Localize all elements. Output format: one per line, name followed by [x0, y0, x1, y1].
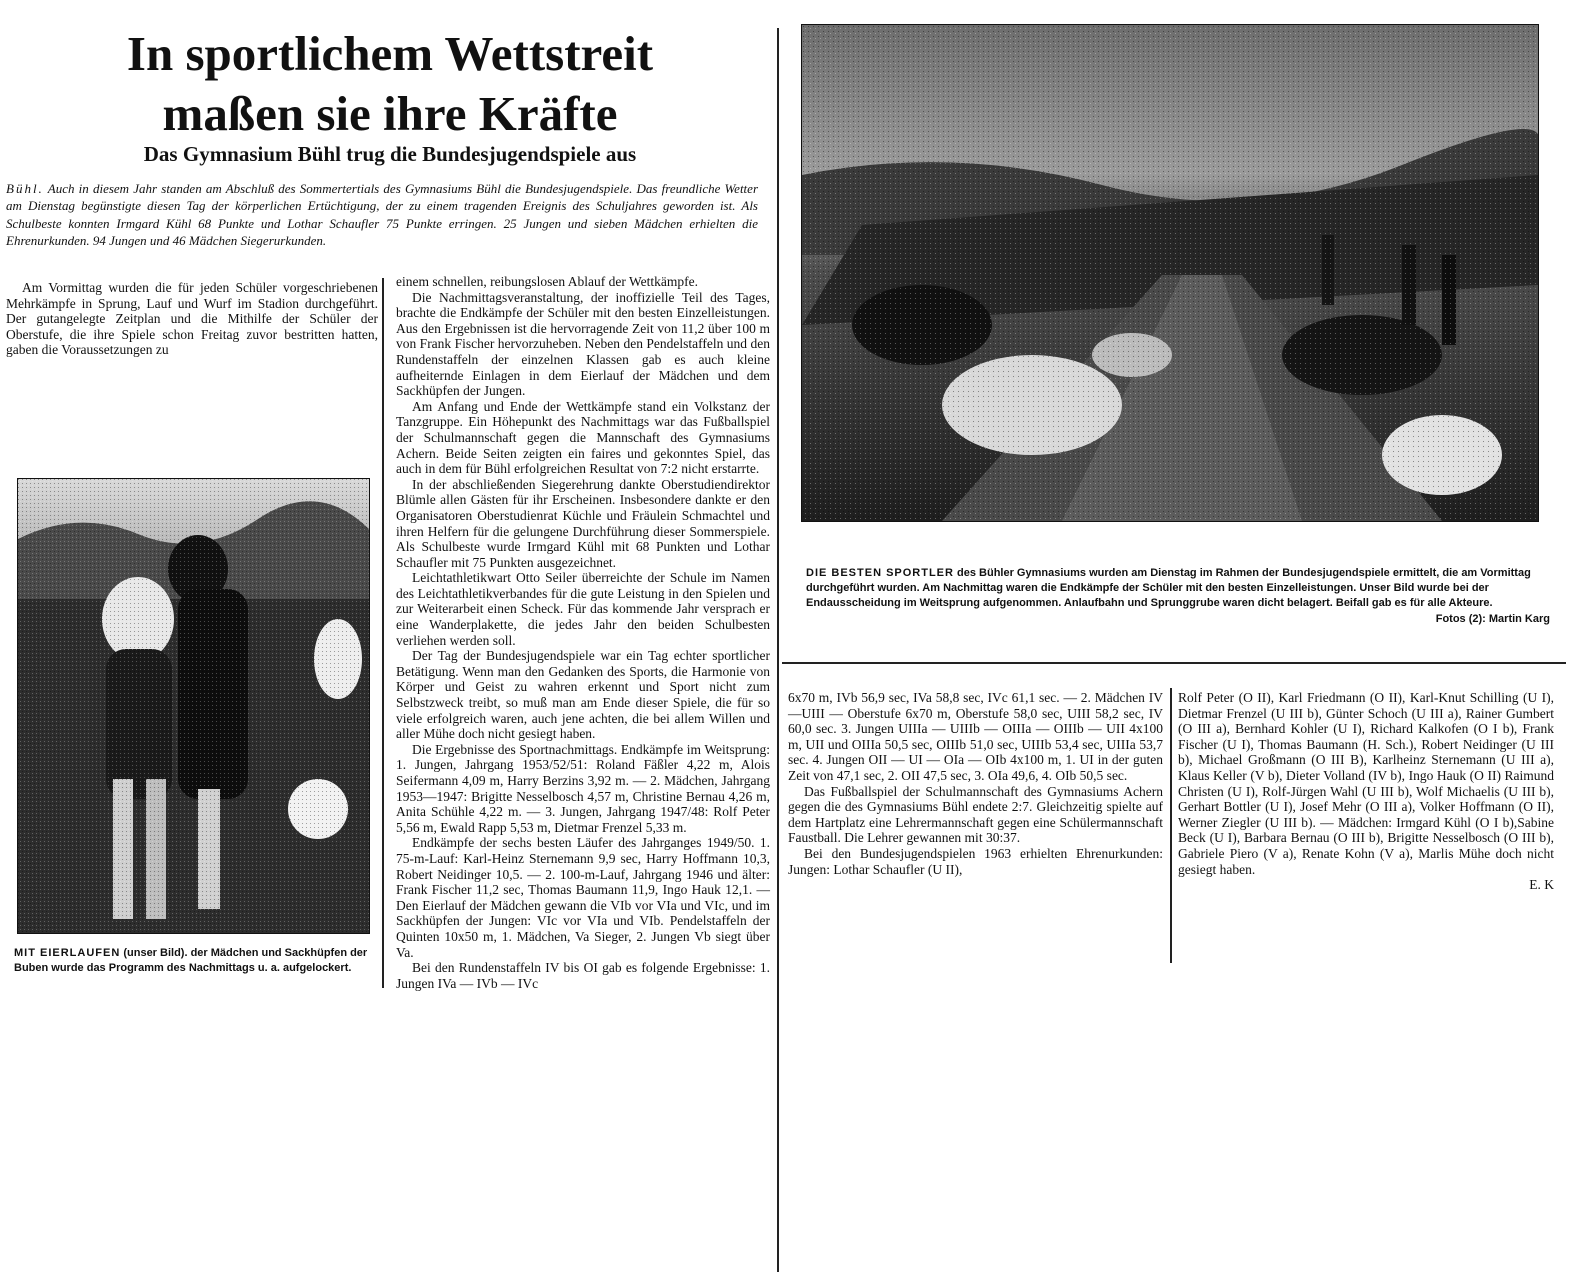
subheadline: Das Gymnasium Bühl trug die Bundesjugendspiele aus — [143, 142, 637, 166]
photo-egg-race-image — [18, 479, 369, 933]
paragraph: Endkämpfe der sechs besten Läufer des Jahrganges 1949/50. 1. 75-m-Lauf: Karl-Heinz Sternemann 9,9 sec, Harry Hoffmann 10,3, Robert Neidinger 10,5. — 2. 100-m-Lauf, Jahrgang 1946 und älter: Frank Fischer 11,2 sec, Thomas Baumann 11,9, Ingo Hauk 12,1. — Den Eierlauf der Mädchen gewann die VIb vor VIa und VIc, und im Sackhüpfen der Jungen: VIc vor VIa und VIb. Pendelstaffeln der Quinten 10x50 m, 1. Mädchen, Va Sieger, 2. Jungen Vb siegt über Va. — [396, 835, 770, 960]
column-rule — [1170, 688, 1172, 963]
paragraph: Die Nachmittagsveranstaltung, der inoffizielle Teil des Tages, brachte die Endkämpfe der Schüler mit den besten Einzelleistungen. Aus den Ergebnissen ist die hervorragende Zeit von 11,2 über 100 m von Frank Fischer hervorzuheben. Neben den Pendelstaffeln und den Rundenstaffeln der einzelnen Klassen gab es auch kleine aufheiternde Einlagen in dem Eierlauf der Mädchen und dem Sackhüpfen der Jungen. — [396, 289, 770, 399]
column-rule — [382, 278, 384, 988]
paragraph: einem schnellen, reibungslosen Ablauf der Wettkämpfe. — [396, 274, 698, 289]
headline-line-2: maßen sie ihre Kräfte — [162, 86, 618, 141]
photo-egg-race — [17, 478, 370, 934]
paragraph: Am Vormittag wurden die für jeden Schüler vorgeschriebenen Mehrkämpfe in Sprung, Lauf und Wurf im Stadion durchgeführt. Der gutangelegte Zeitplan und die Mithilfe der Schüler der Oberstufe, die ihre Spiele schon Freitag zuvor bestritten hatten, gaben die Voraussetzungen zu — [6, 280, 378, 358]
photo-long-jump-caption: DIE BESTEN SPORTLER des Bühler Gymnasiums wurden am Dienstag im Rahmen der Bundesjugendspiele ermittelt, die am Vormittag durchgeführt wurden. Am Nachmittag waren die Endkämpfe der Schüler mit den besten Einzelleistungen. Unser Bild wurde bei der Endausscheidung im Weitsprung aufgenommen. Anlaufbahn und Sprunggrube waren dicht belagert. Beifall gab es für alle Akteure. Fotos (2): Martin Karg — [806, 566, 1550, 627]
lead-place: Bühl. — [6, 181, 44, 196]
photo-egg-race-caption: MIT EIERLAUFEN (unser Bild). der Mädchen und Sackhüpfen der Buben wurde das Programm des Nachmittags u. a. aufgelockert. — [14, 947, 368, 975]
paragraph: Leichtathletikwart Otto Seiler überreichte der Schule im Namen des Leichtathletikverbandes für die gute Leistung in den Spielen und zur Weiterarbeit einen Scheck. Für das kommende Jahr versprach er eine Wanderplakette, die jedes Jahr den beiden Schulbesten verliehen werden soll. — [396, 570, 770, 648]
lead-paragraph — [6, 180, 758, 249]
column-2 — [396, 274, 770, 991]
column-rule — [777, 28, 779, 1272]
lead-text: Auch in diesem Jahr standen am Abschluß des Sommertertials des Gymnasiums Bühl die Bundesjugendspiele. Das freundliche Wetter am Dienstag begünstigte diesen Tag der körperlichen Ertüchtigung, der zu einem tragenden Ereignis des Schuljahres geworden ist. Als Schulbeste konnten Irmgard Kühl 68 Punkte und Lothar Schaufler 75 Punkte erringen. 25 Jungen und sieben Mädchen erhielten die Ehrenurkunden. 94 Jungen und 46 Mädchen Siegerurkunden. — [6, 181, 758, 248]
paragraph: Das Fußballspiel der Schulmannschaft des Gymnasiums Achern gegen die des Gymnasiums Bühl endete 2:7. Gleichzeitig spielte auf dem Hartplatz eine Lehrermannschaft gegen eine Schülermannschaft Faustball. Die Lehrer gewannen mit 30:37. — [788, 783, 1163, 846]
paragraph: Bei den Bundesjugendspielen 1963 erhielten Ehrenurkunden: Jungen: Lothar Schaufler (U II), — [788, 845, 1163, 877]
paragraph: Bei den Rundenstaffeln IV bis OI gab es folgende Ergebnisse: 1. Jungen IVa — IVb — IVc — [396, 960, 770, 991]
paragraph: Der Tag der Bundesjugendspiele war ein Tag echter sportlicher Betätigung. Wenn man den Gedanken des Sports, die Harmonie von Körper und Geist zu wahren erkennt und Sport nicht zum Selbstzweck treibt, so muß man am Ende dieser Spiele, die für so viele erfolgreich waren, auch jene achten, die bei allem Willen und aller Mühe doch nicht gesiegt haben. — [396, 648, 770, 742]
column-4 — [1178, 690, 1554, 893]
photo-credit: Fotos (2): Martin Karg — [1435, 612, 1550, 625]
paragraph: Rolf Peter (O II), Karl Friedmann (O II), Karl-Knut Schilling (U I), Dietmar Frenzel (U III b), Günter Schoch (U III a), Rainer Gumbert (O III a), Bernhard Kohler (U I), Richard Kalkofen (O I b), Frank Fischer (U I), Thomas Baumann (H. Sch.), Robert Neidinger (U III b), Michael Großmann (O III B), Karlheinz Sternemann (U III a), Klaus Keller (V b), Dieter Volland (IV b), Ingo Hauk (O II) Raimund Christen (U I), Rolf-Jürgen Wahl (U III b), Wolf Michaelis (U III b), Gerhart Bottler (U I), Josef Mehr (O III a), Volker Hoffmann (O II), Werner Ziegler (U III b). — Mädchen: Irmgard Kühl (O I b),Sabine Beck (U I), Barbara Bernau (O III b), Brigitte Nesselbosch (O III b), Gabriele Piero (V a), Renate Kohn (V a), Marlis Mühe doch nicht gesiegt haben. — [1178, 690, 1554, 877]
photo-long-jump-image — [802, 25, 1538, 521]
paragraph: 6x70 m, IVb 56,9 sec, IVa 58,8 sec, IVc 61,1 sec. — 2. Mädchen IV—UIII — Oberstufe 6x70 m, Oberstufe 58,0 sec, UIII 58,2 sec, IV 60,0 sec. 3. Jungen UIIIa — UIIIb — OIIIa — OIIIb — UII 4x100 m, UII und OIIIa 50,5 sec, OIIIb 51,0 sec, UIIIb 53,4 sec, UIIIa 53,7 sec. 4. Jungen OII — UI — OIa — OIb 4x100 m, 1. UI in der guten Zeit von 47,1 sec, 2. OII 47,5 sec, 3. OIa 49,6, 4. OIb 50,5 sec. — [788, 690, 1163, 783]
paragraph: Am Anfang und Ende der Wettkämpfe stand ein Volkstanz der Tanzgruppe. Ein Höhepunkt des Nachmittags war das Fußballspiel der Schulmannschaft gegen die Mannschaft des Gymnasiums Achern. Beide Seiten zeigten ein faires und gekonntes Spiel, das auch in dem für Bühl erfolgreichen Resultat von 7:2 nicht erstarrte. — [396, 398, 770, 477]
section-rule — [782, 662, 1566, 664]
author-initials: E. K — [1529, 877, 1554, 893]
paragraph: In der abschließenden Siegerehrung dankte Oberstudiendirektor Blümle allen Gästen für ihr Erscheinen. Insbesondere dankte er den Organisatoren Oberstudienrat Küchle und Fräulein Schmachtel und ihren Helfern für die gelungene Durchführung dieser Sommerspiele. Als Schulbeste wurde Irmgard Kühl mit 68 Punkten und Lothar Schaufler mit 75 Punkten ausgezeichnet. — [396, 476, 770, 570]
headline — [40, 24, 740, 144]
column-1 — [6, 280, 378, 358]
column-3 — [788, 690, 1163, 877]
photo-long-jump — [801, 24, 1539, 522]
headline-line-1: In sportlichem Wettstreit — [126, 26, 654, 81]
paragraph: Die Ergebnisse des Sportnachmittags. Endkämpfe im Weitsprung: 1. Jungen, Jahrgang 1953/52/51: Roland Fäßler 4,22 m, Alois Seifermann 4,09 m, Harry Berzins 3,92 m. — 2. Mädchen, Jahrgang 1953—1947: Brigitte Nesselbosch 4,57 m, Christine Bernau 4,26 m, Anita Schühle 4,22 m. — 3. Jungen, Jahrgang 1947/48: Rolf Peter 5,56 m, Ewald Rapp 5,53 m, Dietmar Frenzel 5,33 m. — [396, 741, 770, 835]
